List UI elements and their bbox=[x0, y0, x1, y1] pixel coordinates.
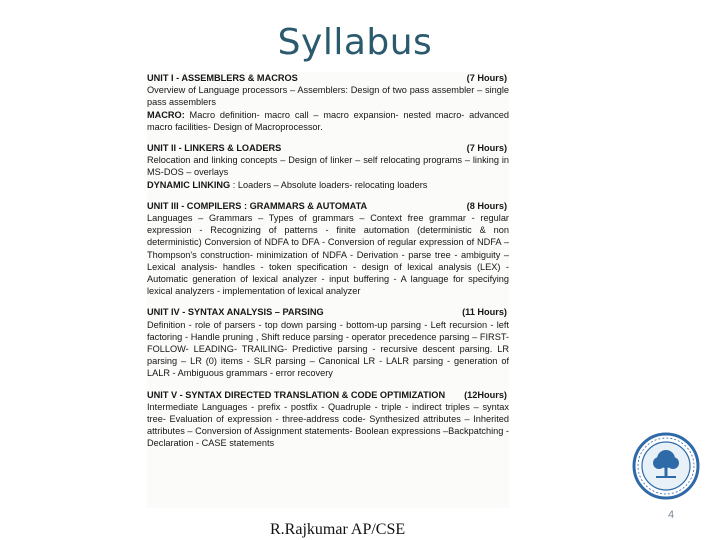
unit-header bbox=[147, 306, 509, 318]
unit-subhead: DYNAMIC LINKING bbox=[147, 179, 231, 190]
unit-hours: (11 Hours) bbox=[462, 307, 507, 318]
unit-text: Intermediate Languages - prefix - postfix - Quadruple - triple - indirect triples – syntax tree- Evaluation of expression - three-address code- Synthesized attributes – Inherited attributes – Conversion of Assignment statements- Boolean expressions –Backpatching - Declaration - CASE statements bbox=[147, 401, 509, 449]
unit-hours: (12Hours) bbox=[464, 389, 507, 400]
unit-title: UNIT III - COMPILERS : GRAMMARS & AUTOMATA bbox=[147, 200, 368, 211]
unit-hours: (7 Hours) bbox=[466, 143, 507, 154]
unit-header bbox=[147, 389, 509, 401]
unit-body bbox=[147, 154, 509, 191]
unit-header bbox=[147, 142, 509, 154]
unit-1 bbox=[147, 72, 509, 133]
unit-body bbox=[147, 84, 509, 133]
unit-hours: (8 Hours) bbox=[466, 200, 507, 211]
university-seal-icon bbox=[632, 432, 700, 500]
unit-text: Definition - role of parsers - top down parsing - bottom-up parsing - Left recursion - left factoring - Handle pruning , Shift reduce parsing - operator precedence parsing – FIRST- FOLLOW- LEADING- TRAILING- Predictive parsing - recursive descent parsing. LR parsing – LR (0) items - SLR parsing – Canonical LR - LALR parsing - generation of LALR - Ambiguous grammars - error recovery bbox=[147, 319, 509, 379]
footer-author: R.Rajkumar AP/CSE bbox=[270, 521, 406, 538]
unit-text bbox=[147, 109, 509, 133]
unit-3 bbox=[147, 200, 509, 298]
slide-title: Syllabus bbox=[277, 22, 433, 63]
unit-title: UNIT V - SYNTAX DIRECTED TRANSLATION & CODE OPTIMIZATION bbox=[147, 389, 446, 400]
unit-title: UNIT I - ASSEMBLERS & MACROS bbox=[147, 73, 298, 83]
unit-text: Relocation and linking concepts – Design of linker – self relocating programs – linking in MS-DOS – overlays bbox=[147, 155, 509, 178]
unit-header bbox=[147, 72, 509, 84]
page-number: 4 bbox=[668, 509, 675, 521]
unit-subhead: MACRO: bbox=[147, 109, 185, 120]
unit-text: Overview of Language processors – Assemblers: Design of two pass assembler – single pass assemblers bbox=[147, 85, 509, 108]
unit-subtext: Macro definition- macro call – macro expansion- nested macro- advanced macro facilities- Design of Macroprocessor. bbox=[147, 109, 509, 132]
unit-body bbox=[147, 212, 509, 297]
unit-title: UNIT IV - SYNTAX ANALYSIS – PARSING bbox=[147, 307, 324, 318]
unit-2 bbox=[147, 142, 509, 191]
unit-text: Languages – Grammars – Types of grammars – Context free grammar - regular expression - Recognizing of patterns - finite automation (deterministic & non deterministic) Conversion of NDFA to DFA - Conversion of regular expression of NDFA – Thompson's construction- minimization of NDFA - Derivation - parse tree - ambiguity – Lexical analysis- handles - token specification - design of lexical analysis (LEX) - Automatic generation of lexical analyzer - input buffering - A language for specifying lexical analyzers - implementation of lexical analyzer bbox=[147, 213, 509, 297]
unit-title: UNIT II - LINKERS & LOADERS bbox=[147, 143, 282, 154]
unit-4 bbox=[147, 306, 509, 379]
unit-body bbox=[147, 319, 509, 380]
unit-body bbox=[147, 401, 509, 450]
syllabus-scan bbox=[147, 72, 509, 508]
unit-hours: (7 Hours) bbox=[466, 73, 507, 83]
unit-text bbox=[147, 179, 509, 191]
unit-5 bbox=[147, 389, 509, 450]
unit-header bbox=[147, 200, 509, 212]
unit-subtext: : Loaders – Absolute loaders- relocating loaders bbox=[230, 179, 428, 190]
